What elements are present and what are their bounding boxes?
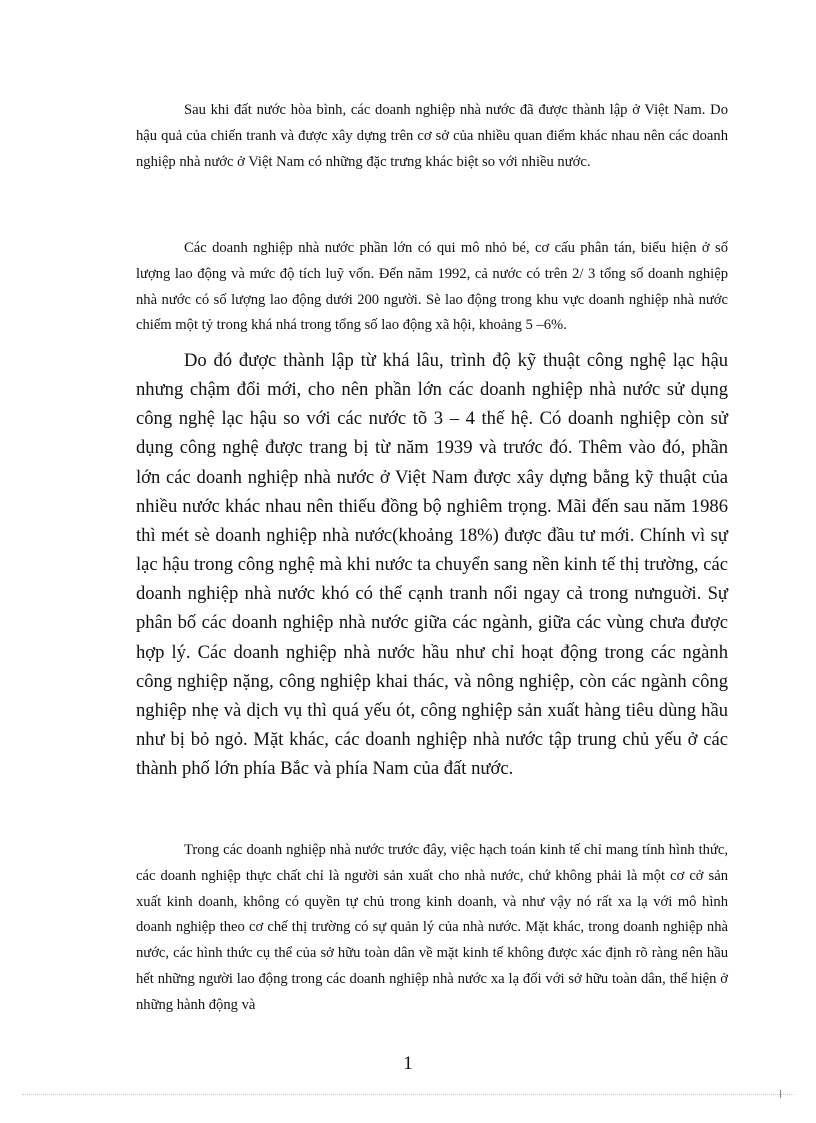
paragraph-scale-structure: Các doanh nghiệp nhà nước phần lớn có qui mô nhỏ bé, cơ cấu phân tán, biểu hiện ở số lượng lao động và mức độ tích luỹ vốn. Đến năm 1992, cả nước có trên 2/ 3 tổng số doanh nghiệp nhà nước có số lượng lao động dưới 200 người. Sè lao động trong khu vực doanh nghiệp nhà nước chiếm một tỷ trong khá nhá trong tổng số lao động xã hội, khoảng 5 –6%. [136, 240, 728, 334]
paragraph-economic-accounting: Trong các doanh nghiệp nhà nước trước đây, việc hạch toán kinh tế chỉ mang tính hình thức, các doanh nghiệp thực chất chỉ là người sản xuất cho nhà nước, chứ không phải là một cơ cở sản xuất kinh doanh, không có quyền tự chủ trong kinh doanh, và như vậy nó rất xa lạ với mô hình doanh nghiệp theo cơ chế thị trường có sự quản lý của nhà nước. Mặt khác, trong doanh nghiệp nhà nước, các hình thức cụ thể của sở hữu toàn dân về mặt kinh tế không được xác định rõ ràng nên hầu hết những người lao động trong các doanh nghiệp nhà nước xa lạ đối với sở hữu toàn dân, thể hiện ở những hành động và [136, 842, 728, 1013]
page-number: 1 [403, 1053, 413, 1074]
page-corner-mark [780, 1090, 789, 1098]
footer-divider [22, 1094, 794, 1095]
paragraph-post-war-enterprises: Sau khi đất nước hòa bình, các doanh nghiệp nhà nước đã được thành lập ở Việt Nam. Do hậu quả của chiến tranh và được xây dựng trên cơ sở của nhiều quan điểm khác nhau nên các doanh nghiệp nhà nước ở Việt Nam có những đặc trưng khác biệt so với nhiều nước. [136, 102, 728, 170]
paragraph-technology-backwardness: Do đó được thành lập từ khá lâu, trình độ kỹ thuật công nghệ lạc hậu nhưng chậm đổi mới, cho nên phần lớn các doanh nghiệp nhà nước sử dụng công nghệ lạc hậu so với các nước tõ 3 – 4 thế hệ. Có doanh nghiệp còn sử dụng công nghệ được trang bị từ năm 1939 và trước đó. Thêm vào đó, phần lớn các doanh nghiệp nhà nước ở Việt Nam được xây dựng bằng kỹ thuật của nhiều nước khác nhau nên thiếu đồng bộ nghiêm trọng. Mãi đến sau năm 1986 thì mét sè doanh nghiệp nhà nước(khoảng 18%) được đầu tư mới. Chính vì sự lạc hậu trong công nghệ mà khi nước ta chuyển sang nền kinh tế thị trường, các doanh nghiệp nhà nước khó có thể cạnh tranh nổi ngay cả trong nưnguời. Sự phân bố các doanh nghiệp nhà nước giữa các ngành, giữa các vùng chưa được hợp lý. Các doanh nghiệp nhà nước hầu như chỉ hoạt động trong các ngành công nghiệp nặng, công nghiệp khai thác, và nông nghiệp, còn các ngành công nghiệp nhẹ và dịch vụ thì quá yếu ót, công nghiệp sản xuất hàng tiêu dùng hầu như bị bỏ ngỏ. Mặt khác, các doanh nghiệp nhà nước tập trung chủ yếu ở các thành phố lớn phía Bắc và phía Nam của đất nước. [136, 350, 728, 780]
